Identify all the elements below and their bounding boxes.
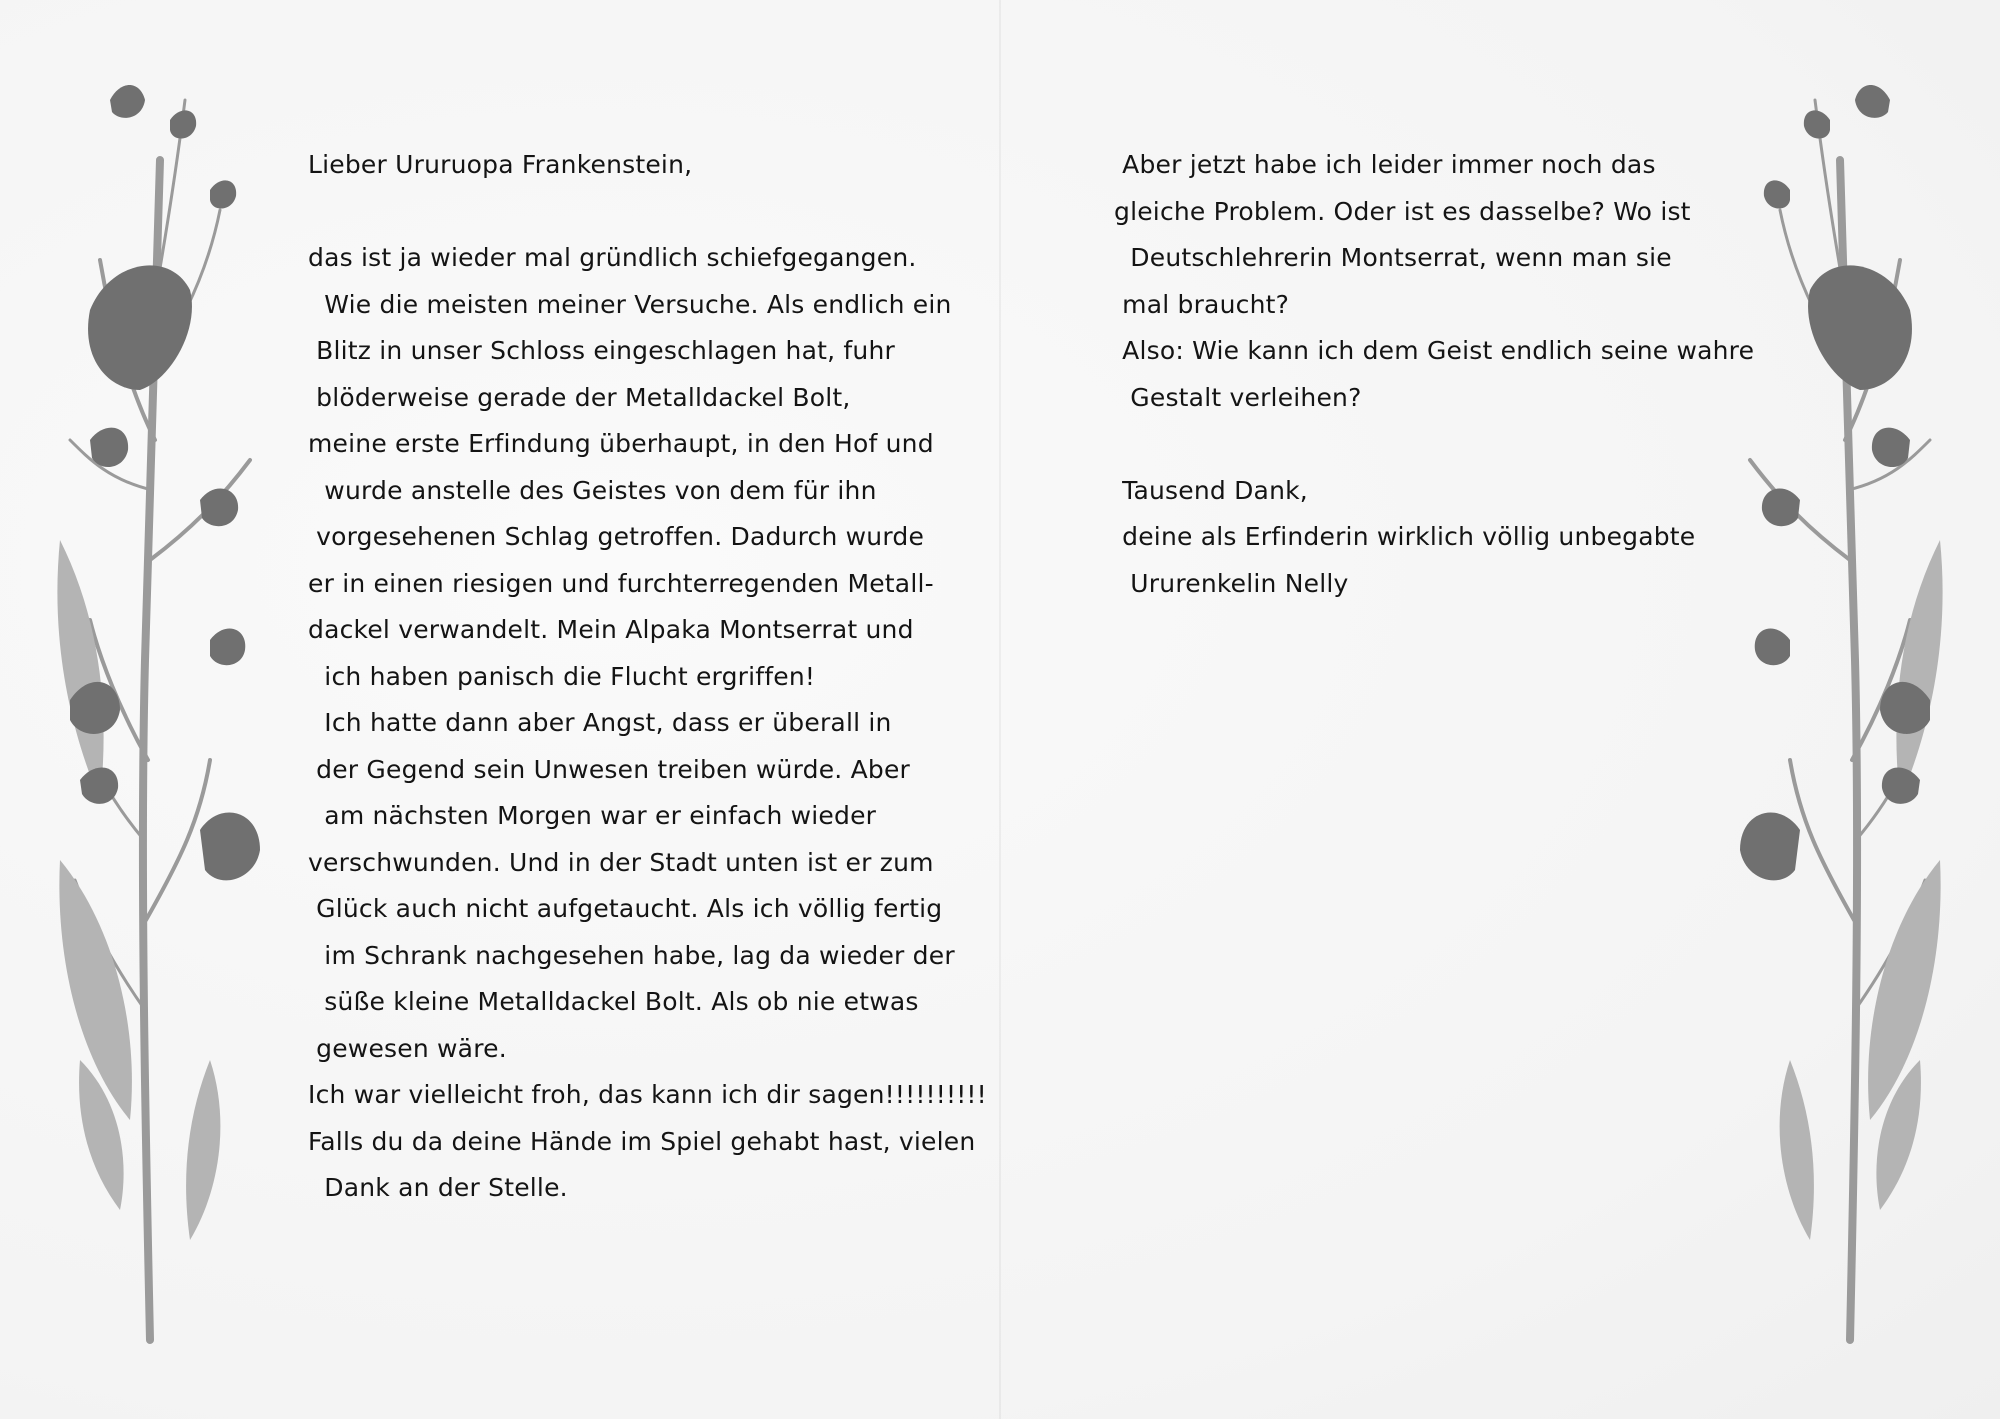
letter-line: meine erste Erfindung überhaupt, in den Hof und — [308, 429, 934, 458]
letter-line: der Gegend sein Unwesen treiben würde. Aber — [308, 754, 911, 784]
letter-line: er in einen riesigen und furchterregenden Metall- — [308, 568, 934, 598]
letter-line: im Schrank nachgesehen habe, lag da wieder der — [308, 940, 955, 970]
signature-line: deine als Erfinderin wirklich völlig unbegabte — [1114, 522, 1696, 551]
letter-line: süße kleine Metalldackel Bolt. Als ob nie etwas — [308, 987, 919, 1016]
letter-line: Dank an der Stelle. — [308, 1173, 568, 1202]
letter-line: Deutschlehrerin Montserrat, wenn man sie — [1114, 243, 1672, 272]
letter-line: vorgesehenen Schlag getroffen. Dadurch wurde — [308, 522, 925, 551]
paragraph-gap — [308, 189, 928, 236]
letter-line: gewesen wäre. — [308, 1033, 507, 1063]
closing: Tausend Dank, — [1114, 475, 1308, 505]
right-page-text — [1114, 142, 1755, 607]
letter-line: verschwunden. Und in der Stadt unten ist er zum — [308, 847, 934, 877]
letter-line: ich haben panisch die Flucht ergriffen! — [308, 661, 816, 691]
floral-branch-icon — [1700, 60, 1980, 1360]
letter-line: Also: Wie kann ich dem Geist endlich seine wahre — [1114, 336, 1755, 365]
letter-line: Blitz in unser Schloss eingeschlagen hat, fuhr — [308, 336, 895, 365]
letter-line: dackel verwandelt. Mein Alpaka Montserrat und — [308, 615, 914, 644]
letter-line: Ich war vielleicht froh, das kann ich dir sagen!!!!!!!!!! — [308, 1080, 987, 1109]
letter-line: am nächsten Morgen war er einfach wieder — [308, 801, 877, 830]
letter-line: blöderweise gerade der Metalldackel Bolt, — [308, 382, 851, 412]
page-gutter — [999, 0, 1001, 1419]
letter-line: Ich hatte dann aber Angst, dass er überall in — [308, 708, 892, 737]
letter-line: mal braucht? — [1114, 289, 1290, 319]
paragraph-gap — [1114, 421, 1734, 468]
letter-line: das ist ja wieder mal gründlich schiefgegangen. — [308, 243, 917, 272]
letter-line: Falls du da deine Hände im Spiel gehabt hast, vielen — [308, 1126, 976, 1156]
letter-line: Glück auch nicht aufgetaucht. Als ich völlig fertig — [308, 894, 943, 923]
letter-line: Gestalt verleihen? — [1114, 382, 1362, 412]
signature-name: Ururenkelin Nelly — [1114, 568, 1349, 598]
salutation: Lieber Ururuopa Frankenstein, — [308, 150, 693, 179]
letter-line: gleiche Problem. Oder ist es dasselbe? Wo ist — [1114, 196, 1691, 226]
floral-branch-icon — [20, 60, 300, 1360]
letter-line: wurde anstelle des Geistes von dem für ihn — [308, 475, 877, 505]
letter-line: Wie die meisten meiner Versuche. Als endlich ein — [308, 289, 952, 319]
left-page-text — [308, 142, 987, 1212]
letter-line: Aber jetzt habe ich leider immer noch das — [1114, 150, 1656, 179]
